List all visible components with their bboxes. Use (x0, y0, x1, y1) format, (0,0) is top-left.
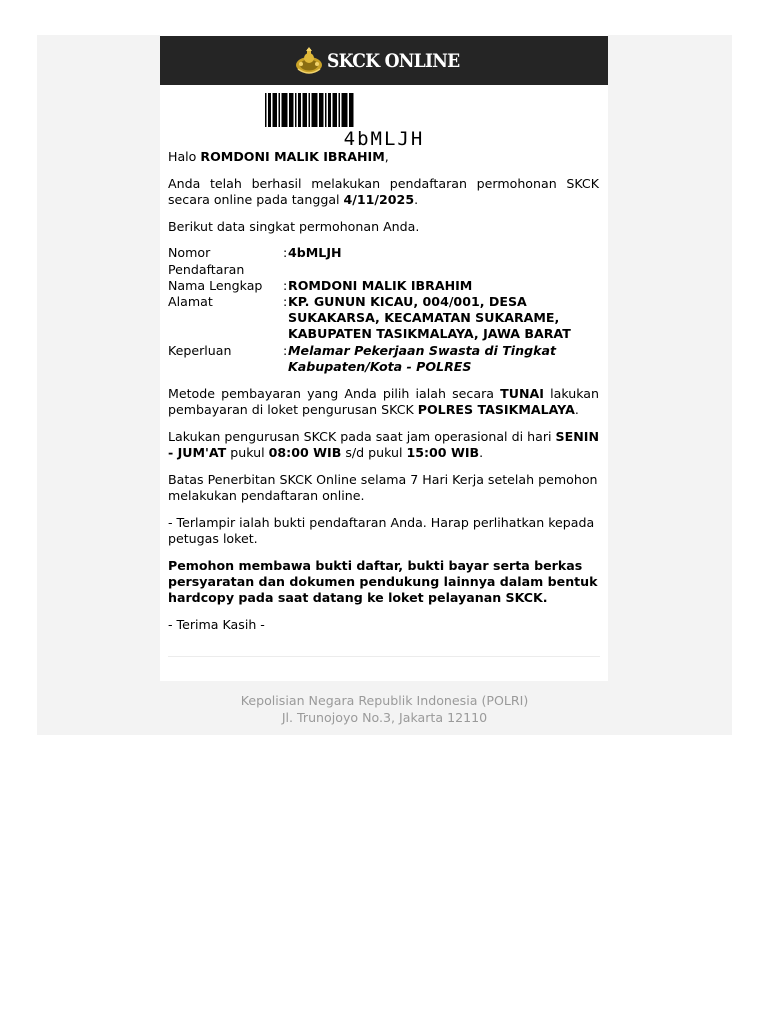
intro-paragraph: Anda telah berhasil melakukan pendaftaran permohonan SKCK secara online pada tanggal 4/11/2025. (168, 175, 599, 207)
recipient-name: ROMDONI MALIK IBRAHIM (200, 149, 385, 164)
footer-address: Jl. Trunojoyo No.3, Jakarta 12110 (281, 709, 488, 725)
app-title: SKCK ONLINE (326, 49, 460, 72)
closing-text: - Terima Kasih - (168, 616, 265, 632)
detail-purpose-value: Melamar Pekerjaan Swasta di Tingkat Kabupaten/Kota - POLRES (288, 342, 556, 374)
payment-paragraph: Metode pembayaran yang Anda pilih ialah secara TUNAI lakukan pembayaran di loket pengurusan SKCK POLRES TASIKMALAYA. (168, 385, 599, 418)
footer (37, 693, 732, 726)
email-body (168, 149, 599, 643)
barcode-bar (328, 93, 331, 127)
email-card (160, 35, 608, 681)
barcode-bar (325, 93, 327, 127)
registration-barcode (265, 93, 503, 127)
deadline-paragraph: Batas Penerbitan SKCK Online selama 7 Hari Kerja setelah pemohon melakukan pendaftaran online. (168, 471, 598, 503)
barcode-bar (268, 93, 271, 127)
detail-row-number: Nomor Pendaftaran : 4bMLJH (168, 245, 599, 277)
details-table (168, 245, 599, 375)
detail-address-value: KP. GUNUN KICAU, 004/001, DESA SUKAKARSA, KECAMATAN SUKARAME, KABUPATEN TASIKMALAYA, JAWA BARAT (288, 293, 571, 342)
barcode-bar (265, 93, 267, 127)
barcode-bar (309, 93, 311, 127)
divider (168, 656, 600, 657)
greeting: Halo ROMDONI MALIK IBRAHIM, (168, 149, 389, 164)
registration-code: 4bMLJH (343, 128, 425, 150)
summary-intro: Berikut data singkat permohonan Anda. (168, 218, 420, 234)
registration-date: 4/11/2025 (343, 191, 415, 207)
detail-row-name: Nama Lengkap : ROMDONI MALIK IBRAHIM (168, 278, 599, 294)
footer-org: Kepolisian Negara Republik Indonesia (POLRI) (240, 693, 529, 708)
barcode-bar (312, 93, 318, 127)
detail-row-purpose: Keperluan : Melamar Pekerjaan Swasta di Tingkat Kabupaten/Kota - POLRES (168, 343, 599, 375)
barcode-bar (298, 93, 301, 127)
barcode-bar (273, 93, 278, 127)
barcode-bar (282, 93, 288, 127)
barcode-bar (333, 93, 338, 127)
barcode-bar (319, 93, 324, 127)
detail-row-address: Alamat : KP. GUNUN KICAU, 004/001, DESA SUKAKARSA, KECAMATAN SUKARAME, KABUPATEN TASIKMALAYA, JAWA BARAT (168, 294, 599, 343)
email-wrapper (37, 35, 732, 735)
barcode-bar (342, 93, 348, 127)
hours-paragraph: Lakukan pengurusan SKCK pada saat jam operasional di hari SENIN - JUM'AT pukul 08:00 WIB s/d pukul 15:00 WIB. (168, 428, 599, 461)
detail-number-value: 4bMLJH (288, 245, 342, 261)
barcode-bar (289, 93, 294, 127)
header-banner (160, 36, 608, 85)
barcode-bar (303, 93, 308, 127)
requirements-note: Pemohon membawa bukti daftar, bukti bayar serta berkas persyaratan dan dokumen pendukung lainnya dalam bentuk hardcopy pada saat datang ke loket pelayanan SKCK. (168, 557, 598, 605)
attachment-note: - Terlampir ialah bukti pendaftaran Anda. Harap perlihatkan kepada petugas loket. (168, 514, 595, 546)
barcode-bar (279, 93, 281, 127)
polri-emblem-icon (294, 47, 324, 75)
detail-name-value: ROMDONI MALIK IBRAHIM (288, 277, 473, 293)
barcode-bar (349, 93, 354, 127)
barcode-bar (339, 93, 341, 127)
barcode-bar (295, 93, 297, 127)
